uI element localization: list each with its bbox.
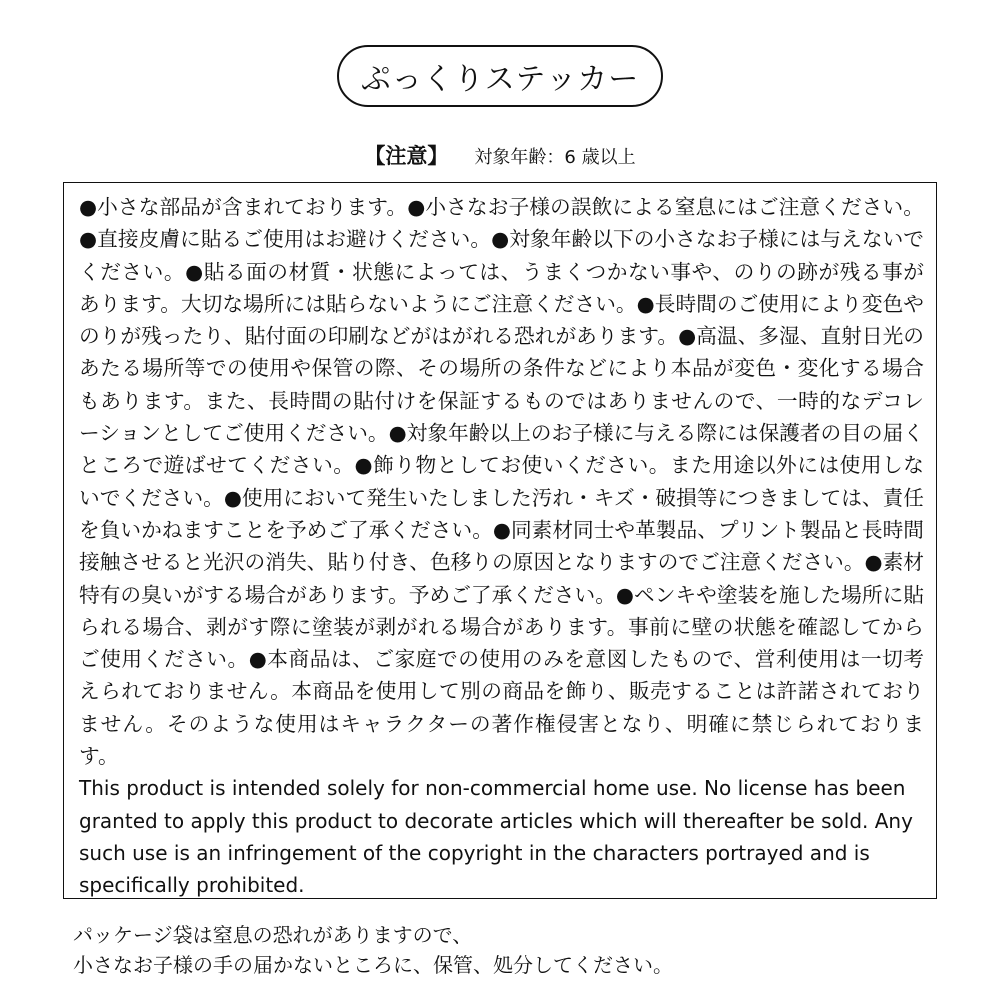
target-age: 対象年齢：6 歳以上 xyxy=(474,147,636,168)
notice-japanese: ●小さな部品が含まれております。●小さなお子様の誤飲による窒息にはご注意ください。●直接皮膚に貼るご使用はお避けください。●対象年齢以下の小さなお子様には与えないでください。●貼る面の材質・状態によっては、うまくつかない事や、のりの跡が残る事があります。大切な場所には貼らないようにご注意ください。●長時間のご使用により変色やのりが残ったり、貼付面の印刷などがはがれる恐れがあります。●高温、多湿、直射日光のあたる場所等での使用や保管の際、その場所の条件などにより本品が変色・変化する場合もあります。また、長時間の貼付けを保証するものではありませんので、一時的なデコレーションとしてご使用ください。●対象年齢以上のお子様に与える際には保護者の目の届くところで遊ばせてください。●飾り物としてお使いください。また用途以外には使用しないでください。●使用において発生いたしました汚れ・キズ・破損等につきましては、責任を負いかねますことを予めご了承ください。●同素材同士や革製品、プリント製品と長時間接触させると光沢の消失、貼り付き、色移りの原因となりますのでご注意ください。●素材特有の臭いがする場合があります。予めご了承ください。●ペンキや塗装を施した場所に貼られる場合、剥がす際に塗装が剥がれる場合があります。事前に壁の状態を確認してからご使用ください。●本商品は、ご家庭での使用のみを意図したもので、営利使用は一切考えられておりません。本商品を使用して別の商品を飾り、販売することは許諾されておりません。そのような使用はキャラクターの著作権侵害となり、明確に禁じられております。 xyxy=(79,195,924,769)
package-warning-line-2: 小さなお子様の手の届かないところに、保管、処分してください。 xyxy=(73,953,673,977)
caution-label: 【注意】 xyxy=(364,144,449,168)
package-warning xyxy=(73,920,953,980)
notice-box xyxy=(63,182,937,899)
product-title: ぷっくりステッカー xyxy=(337,45,663,107)
caution-header xyxy=(0,140,1000,170)
package-warning-line-1: パッケージ袋は窒息の恐れがありますので、 xyxy=(73,923,473,947)
notice-english: This product is intended solely for non-commercial home use. No license has been granted to apply this product to decorate articles which will thereafter be sold. Any such use is an infringement of the copyright in the characters portrayed and is specifically prohibited. xyxy=(79,776,913,898)
